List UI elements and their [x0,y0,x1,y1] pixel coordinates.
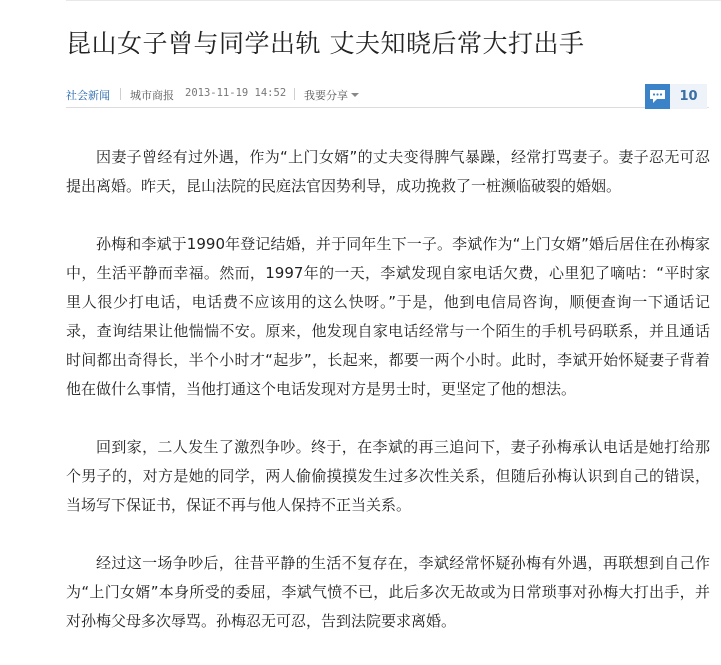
channel-link[interactable]: 社会新闻 [66,89,110,102]
meta-divider [294,88,295,100]
share-label: 我要分享 [304,89,348,102]
source-label: 城市商报 [130,89,174,102]
publish-time: 2013-11-19 14:52 [185,87,287,99]
paragraph: 因妻子曾经有过外遇，作为“上门女婿”的丈夫变得脾气暴躁，经常打骂妻子。妻子忍无可忍提出离婚。昨天，昆山法院的民庭法官因势利导，成功挽救了一桩濒临破裂的婚姻。 [66,148,710,195]
comment-count: 10 [679,89,698,104]
article-body [66,143,710,665]
article-meta-bar [66,81,709,108]
comment-count-button[interactable] [645,84,707,109]
top-divider [66,0,721,5]
paragraph: 经过这一场争吵后，往昔平静的生活不复存在，李斌经常怀疑孙梅有外遇，再联想到自己作为“上门女婿”本身所受的委屈，李斌气愤不已，此后多次无故或为日常琐事对孙梅大打出手，并对孙梅父母多次辱骂。孙梅忍无可忍，告到法院要求离婚。 [66,554,710,630]
meta-divider [120,88,121,100]
chevron-down-icon [351,93,359,97]
paragraph: 回到家，二人发生了激烈争吵。终于，在李斌的再三追问下，妻子孙梅承认电话是她打给那个男子的，对方是她的同学，两人偷偷摸摸发生过多次性关系，但随后孙梅认识到自己的错误，当场写下保证书，保证不再与他人保持不正当关系。 [66,438,710,514]
share-dropdown[interactable] [304,87,359,103]
comment-bubble-icon [645,84,670,109]
article-title: 昆山女子曾与同学出轨 丈夫知晓后常大打出手 [66,29,585,58]
paragraph: 孙梅和李斌于1990年登记结婚，并于同年生下一子。李斌作为“上门女婿”婚后居住在孙梅家中，生活平静而幸福。然而，1997年的一天，李斌发现自家电话欠费，心里犯了嘀咕：“平时家里人很少打电话，电话费不应该用的这么快呀。”于是，他到电信局咨询，顺便查询一下通话记录，查询结果让他惴惴不安。原来，他发现自家电话经常与一个陌生的手机号码联系，并且通话时间都出奇得长，半个小时才“起步”，长起来，都要一两个小时。此时，李斌开始怀疑妻子背着他在做什么事情，当他打通这个电话发现对方是男士时，更坚定了他的想法。 [66,235,710,398]
